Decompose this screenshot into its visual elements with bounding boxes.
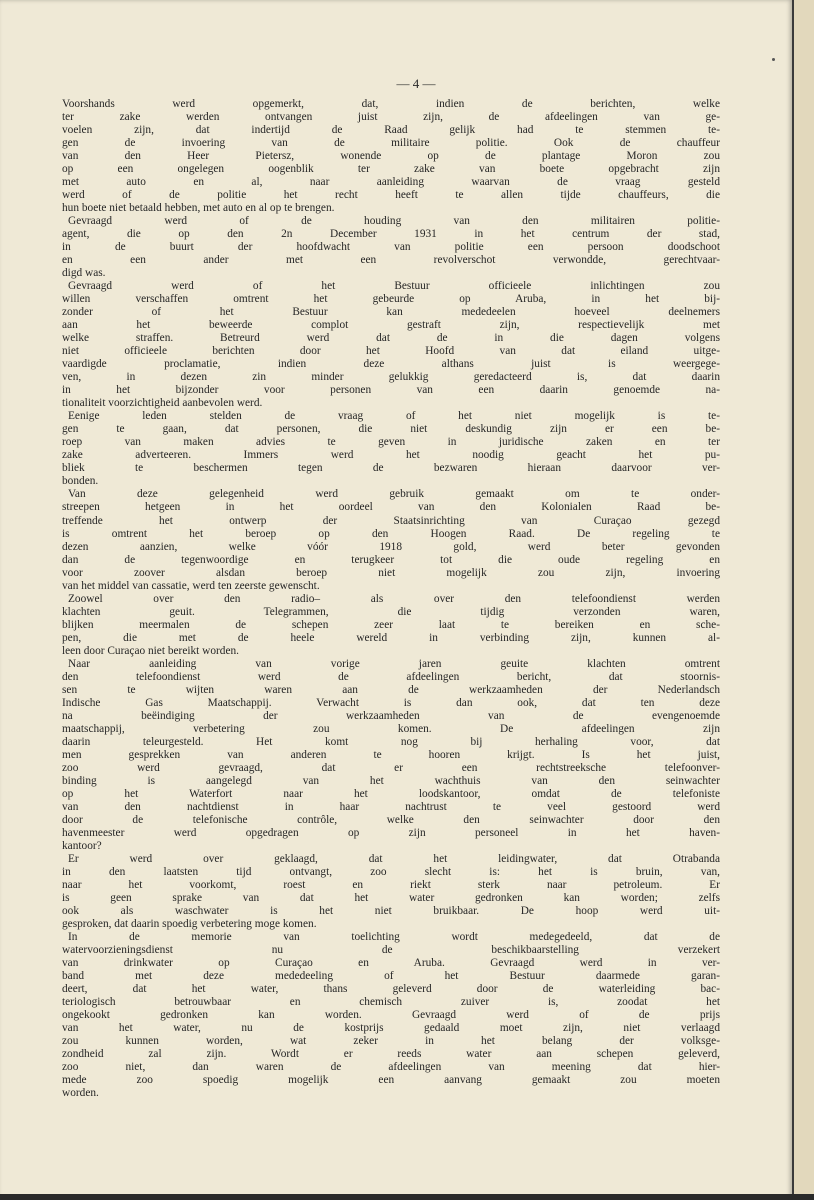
- text-line: blijken meermalen de schepen zeer laat te bereiken en sche-: [62, 618, 720, 631]
- text-line: in den laatsten tijd ontvangt, zoo slecht is: het is bruin, van,: [62, 865, 720, 878]
- text-line: Indische Gas Maatschappij. Verwacht is dan ook, dat ten deze: [62, 696, 720, 709]
- text-line: gesproken, dat daarin spoedig verbetering moge komen.: [62, 917, 317, 930]
- text-line: klachten geuit. Telegrammen, die tijdig verzonden waren,: [62, 605, 720, 618]
- text-line: worden.: [62, 1087, 99, 1100]
- text-line: zondheid zal zijn. Wordt er reeds water aan schepen geleverd,: [62, 1048, 720, 1061]
- scan-bottom-edge: [0, 1194, 814, 1200]
- text-line: den telefoondienst werd de afdeelingen bericht, dat stoornis-: [62, 670, 720, 683]
- text-line: bliek te beschermen tegen de bezwaren hieraan daarvoor ver-: [62, 462, 720, 475]
- text-line: vaardigde proclamatie, indien deze althans juist is weergege-: [62, 358, 720, 371]
- text-line: men gesprekken van anderen te hooren krijgt. Is het juist,: [62, 748, 720, 761]
- text-line: gen te gaan, dat personen, die niet deskundig zijn er een be-: [62, 423, 720, 436]
- text-line: van het middel van cassatie, werd ten zeerste gewenscht.: [62, 579, 320, 592]
- body-text: [62, 98, 720, 1100]
- text-line: voor zoover alsdan beroep niet mogelijk zou zijn, invoering: [62, 566, 720, 579]
- text-line: Er werd over geklaagd, dat het leidingwater, dat Otrabanda: [68, 852, 720, 865]
- text-line: na beëindiging der werkzaamheden van de evengenoemde: [62, 709, 720, 722]
- text-line: dezen aanzien, welke vóór 1918 gold, werd beter gevonden: [62, 540, 720, 553]
- text-line: ongekookt gedronken kan worden. Gevraagd werd of de prijs: [62, 1009, 720, 1022]
- text-line: willen verschaffen omtrent het gebeurde op Aruba, in het bij-: [62, 293, 720, 306]
- text-line: deert, dat het water, thans geleverd door de waterleiding bac-: [62, 983, 720, 996]
- next-page-edge: [792, 0, 814, 1200]
- text-line: naar het voorkomt, roest en riekt sterk naar petroleum. Er: [62, 878, 720, 891]
- text-line: zoo niet, dan waren de afdeelingen van meening dat hier-: [62, 1061, 720, 1074]
- text-line: ter zake werden ontvangen juist zijn, de afdeelingen van ge-: [62, 111, 720, 124]
- text-line: digd was.: [62, 267, 106, 280]
- text-line: Voorshands werd opgemerkt, dat, indien de berichten, welke: [62, 98, 720, 110]
- text-line: streepen hetgeen in het oordeel van den Kolonialen Raad be-: [62, 501, 720, 514]
- text-line: leen door Curaçao niet bereikt worden.: [62, 644, 240, 657]
- text-line: Gevraagd werd of de houding van den militairen politie-: [68, 215, 720, 228]
- text-line: tionaliteit voorzichtigheid aanbevolen werd.: [62, 397, 263, 410]
- text-line: in de buurt der hoofdwacht van politie een persoon doodschoot: [62, 241, 720, 254]
- text-line: hun boete niet betaald hebben, met auto en al op te brengen.: [62, 202, 335, 215]
- text-line: zou kunnen worden, wat zeker in het belang der volksge-: [62, 1035, 720, 1048]
- text-line: Gevraagd werd of het Bestuur officieele inlichtingen zou: [68, 280, 720, 293]
- text-line: In de memorie van toelichting wordt medegedeeld, dat de: [68, 931, 720, 943]
- text-line: is omtrent het beroep op den Hoogen Raad. De regeling te: [62, 527, 720, 540]
- text-line: havenmeester werd opgedragen op zijn personeel in het haven-: [62, 826, 720, 839]
- text-line: niet officieele berichten door het Hoofd van dat eiland uitge-: [62, 345, 720, 358]
- text-line: op een ongelegen oogenblik ter zake van boete opgebracht zijn: [62, 163, 720, 176]
- text-line: roep van maken advies te geven in juridische zaken en ter: [62, 436, 720, 449]
- text-line: aan het beweerde complot gestraft zijn, respectievelijk met: [62, 319, 720, 332]
- text-line: van drinkwater op Curaçao en Aruba. Gevraagd werd in ver-: [62, 957, 720, 970]
- text-line: maatschappij, verbetering zou komen. De afdeelingen zijn: [62, 722, 720, 735]
- text-line: Zoowel over den radio– als over den telefoondienst werden: [68, 592, 720, 605]
- text-line: bonden.: [62, 475, 99, 488]
- text-line: van den Heer Pietersz, wonende op de plantage Moron zou: [62, 150, 720, 163]
- text-line: en een ander met een revolverschot verwondde, gerechtvaar-: [62, 254, 720, 267]
- text-line: zonder of het Bestuur kan mededeelen hoeveel deelnemers: [62, 306, 720, 319]
- text-line: daarin teleurgesteld. Het komt nog bij herhaling voor, dat: [62, 735, 720, 748]
- text-line: dan de tegenwoordige en terugkeer tot die oude regeling en: [62, 553, 720, 566]
- text-line: werd of de politie het recht heeft te allen tijde chauffeurs, die: [62, 189, 720, 202]
- text-line: treffende het ontwerp der Staatsinrichting van Curaçao gezegd: [62, 514, 720, 527]
- speck-mark: [772, 58, 775, 61]
- text-line: agent, die op den 2n December 1931 in het centrum der stad,: [62, 228, 720, 241]
- text-line: binding is aangelegd van het wachthuis van den seinwachter: [62, 774, 720, 787]
- text-line: is geen sprake van dat het water gedronken kan worden; zelfs: [62, 891, 720, 904]
- text-line: zake adverteeren. Immers werd het noodig geacht het pu-: [62, 449, 720, 462]
- text-line: watervoorzieningsdienst nu de beschikbaarstelling verzekert: [62, 944, 720, 957]
- text-line: van het water, nu de kostprijs gedaald moet zijn, niet verlaagd: [62, 1022, 720, 1035]
- text-line: kantoor?: [62, 839, 102, 852]
- text-line: mede zoo spoedig mogelijk een aanvang gemaakt zou moeten: [62, 1074, 720, 1087]
- text-line: op het Waterfort naar het loodskantoor, omdat de telefoniste: [62, 787, 720, 800]
- text-line: teriologisch betrouwbaar en chemisch zuiver is, zoodat het: [62, 996, 720, 1009]
- text-line: voelen zijn, dat indertijd de Raad gelijk had te stemmen te-: [62, 124, 720, 137]
- text-line: Van deze gelegenheid werd gebruik gemaakt om te onder-: [68, 488, 720, 501]
- text-line: gen de invoering van de militaire politie. Ook de chauffeur: [62, 137, 720, 150]
- text-line: sen te wijten waren aan de werkzaamheden der Nederlandsch: [62, 683, 720, 696]
- text-line: door de telefonische contrôle, welke den seinwachter door den: [62, 813, 720, 826]
- text-line: ook als waschwater is het niet bruikbaar. De hoop werd uit-: [62, 904, 720, 917]
- text-line: welke straffen. Betreurd werd dat de in die dagen volgens: [62, 332, 720, 345]
- page-number: — 4 —: [396, 76, 436, 91]
- text-line: pen, die met de heele wereld in verbinding zijn, kunnen al-: [62, 631, 720, 644]
- text-line: Eenige leden stelden de vraag of het niet mogelijk is te-: [68, 410, 720, 423]
- text-line: ven, in dezen zin minder gelukkig geredacteerd is, dat daarin: [62, 371, 720, 384]
- text-line: Naar aanleiding van vorige jaren geuite klachten omtrent: [68, 657, 720, 670]
- text-line: band met deze mededeeling of het Bestuur daarmede garan-: [62, 970, 720, 983]
- text-line: zoo werd gevraagd, dat er een rechtstreeksche telefoonver-: [62, 761, 720, 774]
- text-line: van den nachtdienst in haar nachtrust te veel gestoord werd: [62, 800, 720, 813]
- text-line: in het bijzonder voor personen van een daarin genoemde na-: [62, 384, 720, 397]
- text-line: met auto en al, naar aanleiding waarvan de vraag gesteld: [62, 176, 720, 189]
